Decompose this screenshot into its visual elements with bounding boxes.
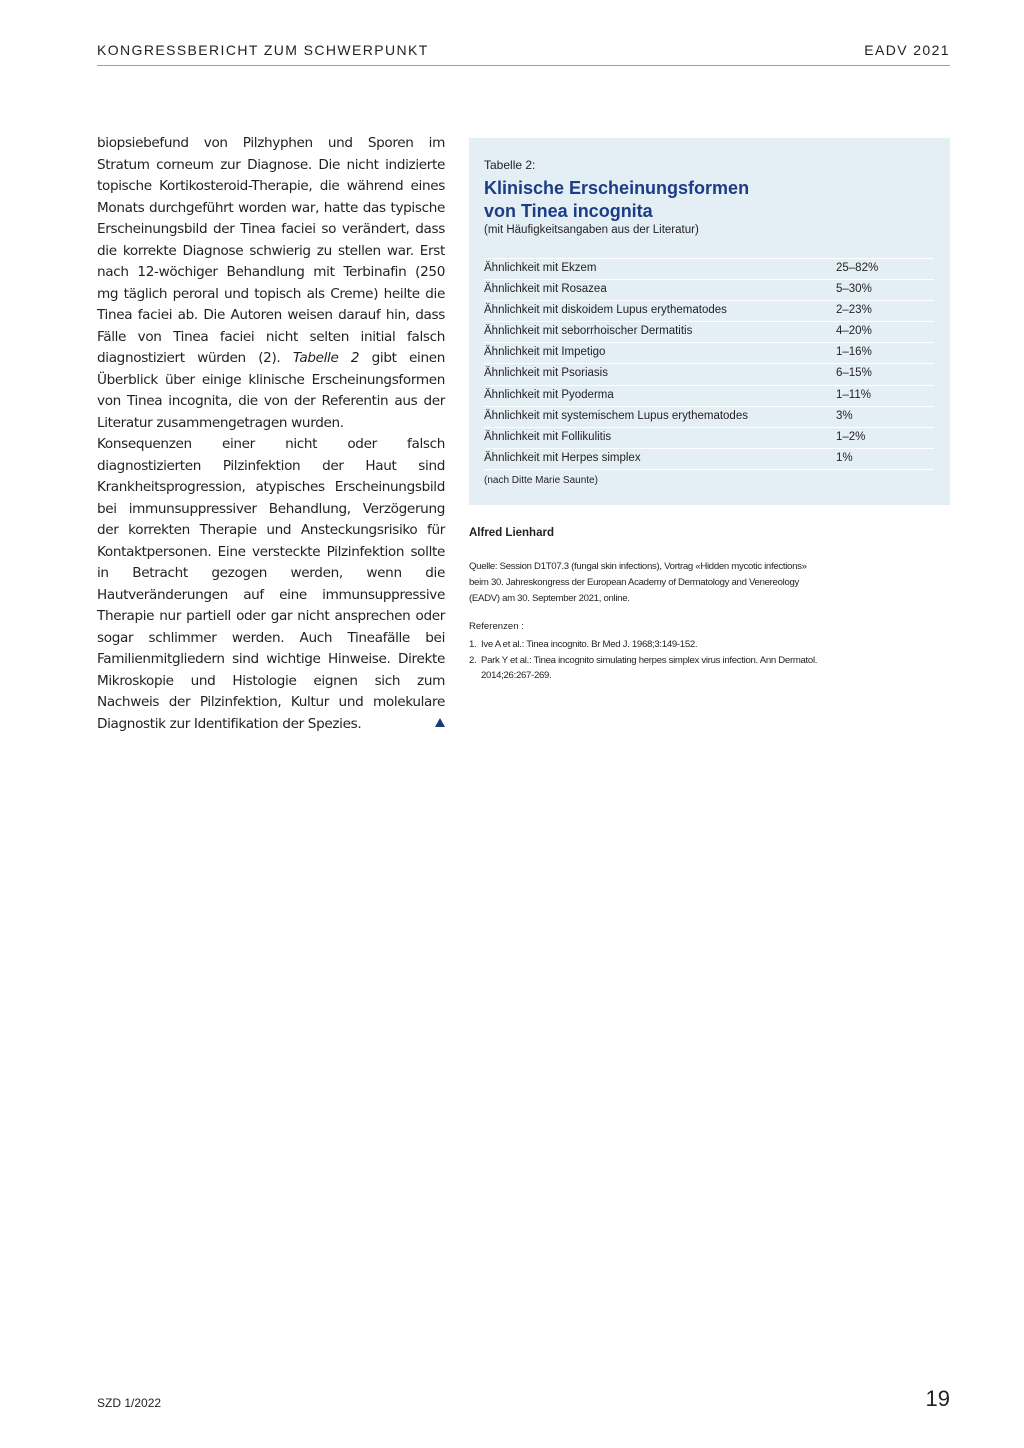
- row-value: 3%: [836, 409, 853, 422]
- paragraph: [97, 133, 445, 434]
- row-label: Ähnlichkeit mit Psoriasis: [484, 367, 608, 380]
- table-row: [484, 448, 934, 470]
- row-label: Ähnlichkeit mit Impetigo: [484, 346, 606, 359]
- page-number: 19: [925, 1386, 950, 1411]
- reference-item: [469, 653, 819, 684]
- row-value: 4–20%: [836, 325, 872, 338]
- table-row: [484, 342, 934, 363]
- article-body: [97, 133, 445, 735]
- row-value: 1%: [836, 451, 853, 464]
- paragraph-text: gibt einen Überblick über einige klinische Erscheinungsformen von Tinea incognita, die von der Referentin aus der Literatur zusammengetragen wurden.: [97, 350, 445, 431]
- row-label: Ähnlichkeit mit Ekzem: [484, 262, 597, 274]
- author-name: Alfred Lienhard: [469, 527, 554, 539]
- reference-number: 2.: [469, 654, 477, 666]
- congress-label: EADV 2021: [864, 42, 950, 58]
- row-label: Ähnlichkeit mit Pyoderma: [484, 388, 614, 401]
- row-label: Ähnlichkeit mit Herpes simplex: [484, 451, 641, 464]
- table-row: [484, 427, 934, 448]
- table-row: [484, 385, 934, 406]
- row-value: 25–82%: [836, 262, 879, 274]
- journal-issue: SZD 1/2022: [97, 1396, 162, 1410]
- row-label: Ähnlichkeit mit seborrhoischer Dermatitis: [484, 325, 693, 338]
- table-reference: Tabelle 2: [292, 350, 360, 366]
- table-row: [484, 300, 934, 321]
- row-value: 1–11%: [836, 388, 871, 401]
- end-of-article-icon: [435, 718, 445, 727]
- row-value: 6–15%: [836, 367, 872, 380]
- row-value: 1–2%: [836, 430, 866, 443]
- table-row: [484, 279, 934, 300]
- table-rows: [484, 258, 934, 470]
- table-box: [469, 138, 950, 505]
- row-value: 5–30%: [836, 283, 872, 296]
- row-label: Ähnlichkeit mit systemischem Lupus erythematodes: [484, 409, 748, 422]
- table-note: (nach Ditte Marie Saunte): [484, 475, 598, 486]
- row-value: 2–23%: [836, 304, 872, 317]
- table-row: [484, 258, 934, 279]
- paragraph: Konsequenzen einer nicht oder falsch diagnostizierten Pilzinfektion der Haut sind Krankheitsprogression, atypisches Erscheinungsbild bei immunsuppressiver Behandlung, Verzögerung der korrekten Therapie und Ansteckungsrisiko für Kontaktpersonen. Eine versteckte Pilzinfektion sollte in Betracht gezogen werden, wenn die Hautveränderungen auf eine immunsuppressive Therapie nur partiell oder gar nicht ansprechen oder sogar schlimmer werden. Auch Tineafälle bei Familienmitgliedern sind wichtige Hinweise. Direkte Mikroskopie und Histologie eignen sich zum Nachweis der Pilzinfektion, Kultur und molekulare Diagnostik zur Identifikation der Spezies.: [97, 436, 445, 732]
- row-label: Ähnlichkeit mit Rosazea: [484, 283, 607, 296]
- table-row: [484, 406, 934, 427]
- table-row: [484, 363, 934, 384]
- row-value: 1–16%: [836, 346, 872, 359]
- table-caption: Tabelle 2:: [484, 158, 536, 172]
- references-title: Referenzen :: [469, 621, 524, 632]
- reference-item: [469, 637, 819, 653]
- references-list: [469, 637, 819, 684]
- table-title: Klinische Erscheinungsformen von Tinea incognita: [484, 178, 750, 221]
- reference-text: Ive A et al.: Tinea incognito. Br Med J. 1968;3:149-152.: [481, 639, 698, 650]
- section-label: KONGRESSBERICHT ZUM SCHWERPUNKT: [97, 42, 429, 58]
- row-label: Ähnlichkeit mit diskoidem Lupus erythematodes: [484, 304, 727, 317]
- page-header: [97, 40, 950, 66]
- table-subtitle: (mit Häufigkeitsangaben aus der Literatur): [484, 224, 699, 236]
- reference-text: Park Y et al.: Tinea incognito simulating herpes simplex virus infection. Ann Dermatol. 2014;26:267-269.: [481, 654, 818, 681]
- paragraph-text: biopsiebefund von Pilzhyphen und Sporen im Stratum corneum zur Diagnose. Die nicht indizierte topische Kortikosteroid-Therapie, die während eines Monats durchgeführt worden war, hatte das typische Erscheinungsbild der Tinea faciei so verändert, dass die korrekte Diagnose schwierig zu stellen war. Erst nach 12-wöchiger Behandlung mit Terbinafin (250 mg täglich peroral und topisch als Creme) heilte die Tinea faciei ab. Die Autoren weisen darauf hin, dass Fälle von Tinea faciei nicht selten initial falsch diagnostiziert würden (2).: [97, 135, 445, 366]
- table-row: [484, 321, 934, 342]
- row-label: Ähnlichkeit mit Follikulitis: [484, 430, 612, 443]
- reference-number: 1.: [469, 639, 477, 650]
- source-note: Quelle: Session D1T07.3 (fungal skin infections), Vortrag «Hidden mycotic infections» beim 30. Jahreskongress der European Academy of Dermatology and Venereology (EADV) am 30. September 2021, online.: [469, 561, 807, 604]
